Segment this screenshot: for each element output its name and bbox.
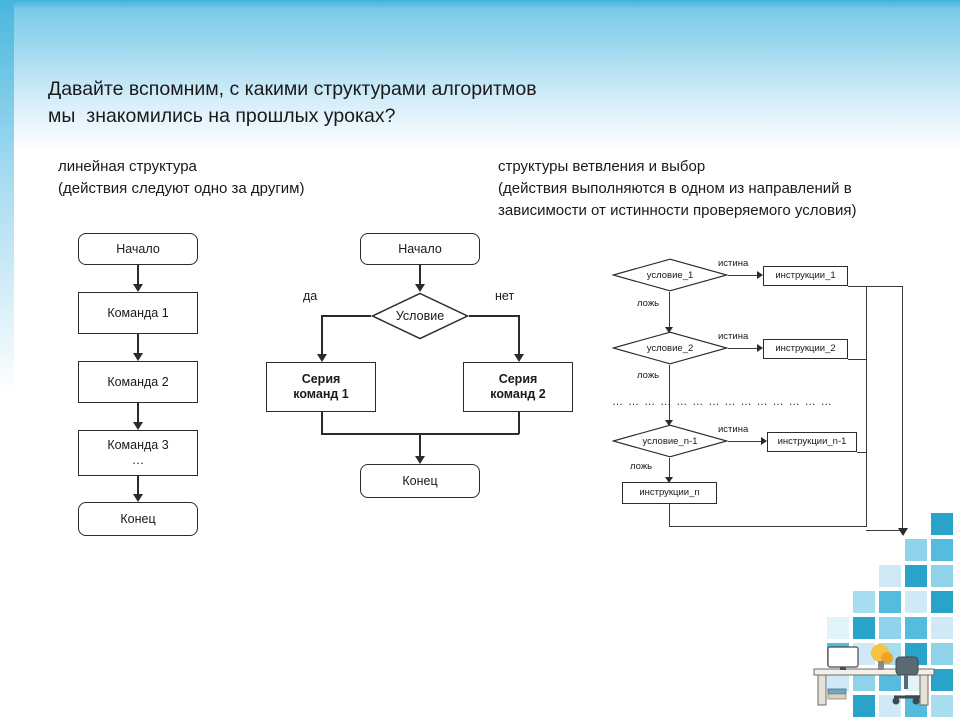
edge-choice-exit-3 xyxy=(857,452,866,453)
edge-choice-exit-1 xyxy=(848,286,866,287)
arrowhead-linear-3 xyxy=(133,422,143,430)
arrowhead-linear-1 xyxy=(133,284,143,292)
node-branching-start: Начало xyxy=(360,233,480,265)
edge-choice-outer-h-bottom xyxy=(866,530,902,531)
caption-branching-line3: зависимости от истинности проверяемого условия) xyxy=(498,202,857,219)
edge-label-true-2: истина xyxy=(718,331,749,342)
edge-label-yes: да xyxy=(303,289,318,303)
desk-illustration-icon xyxy=(808,617,948,712)
choice-ellipsis: … … … … … … … … … … … … … … xyxy=(612,396,833,408)
arrowhead-linear-2 xyxy=(133,353,143,361)
node-branching-series-2-line1: Серия xyxy=(498,372,538,386)
node-branching-end: Конец xyxy=(360,464,480,498)
edge-branching-left-h xyxy=(321,315,371,317)
node-branching-series-2 xyxy=(463,362,573,412)
edge-label-true-1: истина xyxy=(718,258,749,269)
node-branching-series-1-line2: команд 1 xyxy=(293,387,349,401)
edge-choice-true-2 xyxy=(728,348,760,349)
edge-branching-right-h xyxy=(469,315,519,317)
caption-branching-line2: (действия выполняются в одном из направлений в xyxy=(498,180,852,197)
edge-branching-merge-right-v xyxy=(518,412,520,434)
node-choice-condition-2 xyxy=(612,331,728,365)
caption-linear-line2: (действия следуют одно за другим) xyxy=(58,180,305,197)
node-branching-series-1-line1: Серия xyxy=(301,372,341,386)
arrowhead-branching-end xyxy=(415,456,425,464)
edge-choice-exit-n-v xyxy=(669,504,670,527)
node-choice-condition-n xyxy=(612,424,728,458)
edge-choice-false-1 xyxy=(669,292,670,331)
caption-linear-line1: линейная структура xyxy=(58,158,197,175)
edge-choice-outer-h-top xyxy=(866,286,902,287)
node-choice-condition-1-label: условие_1 xyxy=(646,269,694,281)
caption-branching xyxy=(498,156,948,222)
edge-choice-exit-2 xyxy=(848,359,866,360)
arrowhead-choice-out xyxy=(898,528,908,536)
arrowhead-branching-1 xyxy=(415,284,425,292)
node-choice-instructions-n-1: инструкции_n-1 xyxy=(767,432,857,452)
node-branching-series-1 xyxy=(266,362,376,412)
node-choice-condition-1 xyxy=(612,258,728,292)
arrowhead-linear-4 xyxy=(133,494,143,502)
node-linear-command-2: Команда 2 xyxy=(78,361,198,403)
node-branching-series-2-line2: команд 2 xyxy=(490,387,546,401)
node-linear-end: Конец xyxy=(78,502,198,536)
caption-linear xyxy=(58,156,478,200)
edge-choice-true-1 xyxy=(728,275,760,276)
header-top-edge xyxy=(0,0,960,8)
node-choice-instructions-2: инструкции_2 xyxy=(763,339,848,359)
node-linear-command-3-ellipsis: … xyxy=(131,453,145,467)
edge-label-false-2: ложь xyxy=(637,370,660,381)
node-choice-instructions-n: инструкции_n xyxy=(622,482,717,504)
edge-choice-outer-v xyxy=(902,286,903,531)
slide-title-line2: мы знакомились на прошлых уроках? xyxy=(48,105,396,127)
edge-label-true-3: истина xyxy=(718,424,749,435)
node-branching-condition xyxy=(371,292,469,340)
edge-branching-left-v xyxy=(321,315,323,357)
edge-label-no: нет xyxy=(495,289,515,303)
node-linear-command-3 xyxy=(78,430,198,476)
edge-choice-false-2 xyxy=(669,365,670,423)
node-linear-command-1: Команда 1 xyxy=(78,292,198,334)
edge-choice-collector-right xyxy=(866,286,867,527)
arrowhead-branching-left xyxy=(317,354,327,362)
edge-choice-exit-n-h xyxy=(669,526,866,527)
slide-title-line1: Давайте вспомним, с какими структурами алгоритмов xyxy=(48,78,537,100)
edge-label-false-3: ложь xyxy=(630,461,653,472)
edge-branching-merge-left-v xyxy=(321,412,323,434)
node-linear-start: Начало xyxy=(78,233,198,265)
edge-choice-true-3 xyxy=(728,441,764,442)
node-choice-instructions-1: инструкции_1 xyxy=(763,266,848,286)
edge-branching-right-v xyxy=(518,315,520,357)
arrowhead-branching-right xyxy=(514,354,524,362)
node-choice-condition-2-label: условие_2 xyxy=(646,342,694,354)
edge-label-false-1: ложь xyxy=(637,298,660,309)
node-choice-condition-n-label: условие_n-1 xyxy=(642,435,698,447)
left-accent-strip xyxy=(0,0,14,720)
slide-title xyxy=(48,76,748,130)
caption-branching-line1: структуры ветвления и выбор xyxy=(498,158,706,175)
node-linear-command-3-label: Команда 3 xyxy=(107,438,169,452)
node-branching-condition-label: Условие xyxy=(395,309,445,323)
